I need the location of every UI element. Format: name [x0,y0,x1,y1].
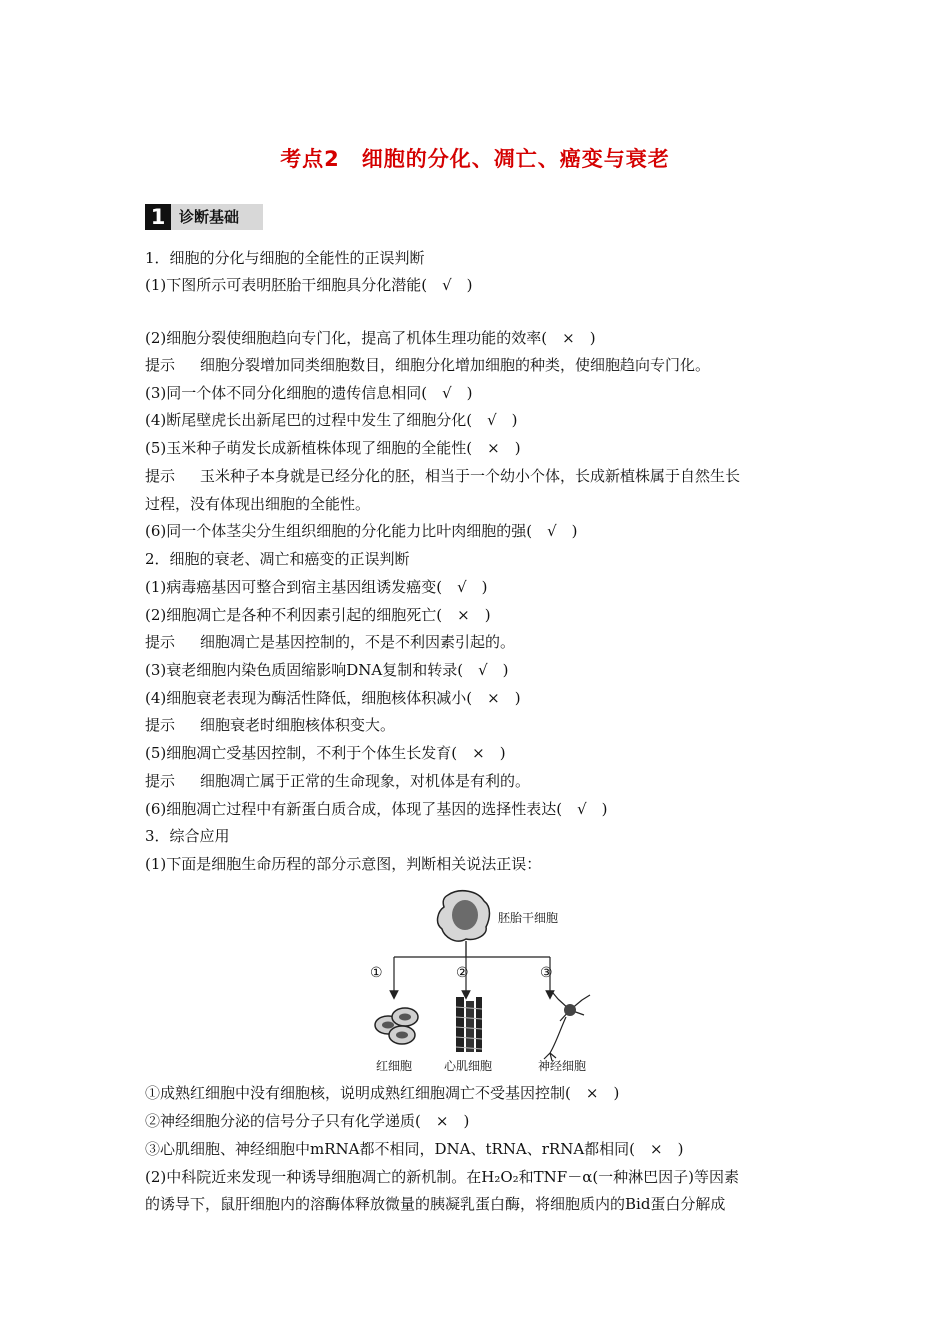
answer-mark: × [650,1140,663,1158]
judgement-line: (6)同一个体茎尖分生组织细胞的分化能力比叶肉细胞的强( √ ) [145,522,578,540]
answer-mark: √ [457,578,467,596]
stem-cell-label: 胚胎干细胞 [498,911,559,925]
nerve-cell-label: 神经细胞 [538,1059,587,1073]
text-line: 的诱导下，鼠肝细胞内的溶酶体释放微量的胰凝乳蛋白酶，将细胞质内的Bid蛋白分解成 [145,1195,726,1213]
judgement-line: (3)衰老细胞内染色质固缩影响DNA复制和转录( √ ) [145,661,509,679]
hint-label: 提示 [145,356,176,374]
hint-line: 提示 细胞凋亡是基因控制的，不是不利因素引起的。 [145,633,516,651]
text-line: 2．细胞的衰老、凋亡和癌变的正误判断 [145,550,410,568]
judgement-line: (6)细胞凋亡过程中有新蛋白质合成，体现了基因的选择性表达( √ ) [145,800,608,818]
text-line: 1．细胞的分化与细胞的全能性的正误判断 [145,249,425,267]
hint-line: 提示 玉米种子本身就是已经分化的胚，相当于一个幼小个体，长成新植株属于自然生长 [145,467,741,485]
answer-mark: √ [577,800,587,818]
answer-mark: × [562,329,575,347]
answer-mark: × [487,439,500,457]
branch-number-3: ③ [540,965,553,981]
diagram-drawing [360,885,610,1075]
answer-mark: √ [478,661,488,679]
text-line: 过程，没有体现出细胞的全能性。 [145,495,371,513]
answer-mark: × [487,689,500,707]
judgement-line: (5)细胞凋亡受基因控制，不利于个体生长发育( × ) [145,744,506,762]
answer-mark: √ [487,411,497,429]
judgement-line: (3)同一个体不同分化细胞的遗传信息相同( √ ) [145,384,473,402]
branch-number-1: ① [370,965,383,981]
judgement-line: ③心肌细胞、神经细胞中mRNA都不相同，DNA、tRNA、rRNA都相同( × ) [145,1140,684,1158]
page-title: 考点2 细胞的分化、凋亡、癌变与衰老 [280,147,670,171]
answer-mark: × [457,606,470,624]
answer-mark: √ [442,276,452,294]
text-line: 3．综合应用 [145,827,230,845]
section-header [145,204,263,230]
neuron-icon [544,993,590,1061]
answer-mark: √ [547,522,557,540]
cell-differentiation-diagram [360,885,610,1075]
cardiac-muscle-cell-icon [456,997,482,1052]
hint-label: 提示 [145,633,176,651]
judgement-line: (1)下图所示可表明胚胎干细胞具分化潜能( √ ) [145,276,473,294]
stem-cell-nucleus-icon [452,900,478,930]
hint-line: 提示 细胞分裂增加同类细胞数目，细胞分化增加细胞的种类，使细胞趋向专门化。 [145,356,711,374]
cardiac-cell-label: 心肌细胞 [444,1059,493,1073]
judgement-line: ①成熟红细胞中没有细胞核，说明成熟红细胞凋亡不受基因控制( × ) [145,1084,620,1102]
branch-number-2: ② [456,965,469,981]
text-line: (1)下面是细胞生命历程的部分示意图，判断相关说法正误： [145,855,542,873]
judgement-line: (4)断尾壁虎长出新尾巴的过程中发生了细胞分化( √ ) [145,411,518,429]
text-line: (2)中科院近来发现一种诱导细胞凋亡的新机制。在H₂O₂和TNF－α(一种淋巴因子)等因素 [145,1168,740,1186]
answer-mark: √ [442,384,452,402]
section-number: 1 [145,204,171,230]
hint-label: 提示 [145,716,176,734]
judgement-line: (4)细胞衰老表现为酶活性降低，细胞核体积减小( × ) [145,689,521,707]
neuron-body-icon [564,1004,576,1016]
answer-mark: × [585,1084,599,1102]
answer-mark: × [472,744,485,762]
judgement-line: (5)玉米种子萌发长成新植株体现了细胞的全能性( × ) [145,439,521,457]
hint-label: 提示 [145,772,176,790]
section-label: 诊断基础 [179,208,240,226]
judgement-line: (1)病毒癌基因可整合到宿主基因组诱发癌变( √ ) [145,578,488,596]
red-blood-cell-icon [375,1008,418,1044]
hint-line: 提示 细胞衰老时细胞核体积变大。 [145,716,396,734]
judgement-line: (2)细胞分裂使细胞趋向专门化，提高了机体生理功能的效率( × ) [145,329,596,347]
red-blood-cell-label: 红细胞 [376,1059,413,1073]
answer-mark: × [435,1112,449,1130]
judgement-line: ②神经细胞分泌的信号分子只有化学递质( × ) [145,1112,470,1130]
hint-label: 提示 [145,467,176,485]
judgement-line: (2)细胞凋亡是各种不利因素引起的细胞死亡( × ) [145,606,491,624]
hint-line: 提示 细胞凋亡属于正常的生命现象，对机体是有利的。 [145,772,531,790]
